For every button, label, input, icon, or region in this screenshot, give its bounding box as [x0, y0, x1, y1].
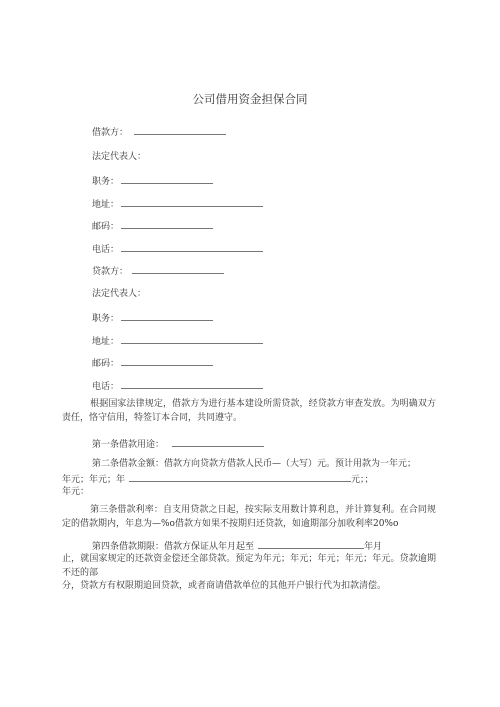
lender-position-line — [92, 311, 213, 325]
clause-1-blank — [172, 437, 264, 447]
clause-2-line-1 — [92, 458, 416, 470]
intro-paragraph — [62, 397, 436, 425]
clause-4-paragraph — [62, 552, 436, 580]
clause-3-paragraph — [62, 503, 436, 531]
lender-phone-line — [92, 379, 263, 393]
clause-4-line-1 — [92, 539, 382, 553]
lender-rep-line — [92, 288, 146, 300]
clause-2-text-c: 年元： — [62, 487, 90, 497]
clause-2-blank — [129, 472, 351, 482]
lender-label: 贷款方： — [92, 267, 129, 277]
borrower-rep-label: 法定代表人： — [92, 152, 147, 162]
lender-address-label: 地址： — [92, 337, 120, 347]
lender-rep-label: 法定代表人： — [92, 289, 147, 299]
borrower-postcode-blank — [121, 219, 213, 229]
clause-2-line-2 — [62, 472, 374, 486]
borrower-postcode-line — [92, 219, 213, 233]
clause-4-text-c: 分，贷款方有权限期追回贷款，或者商请借款单位的其他开户银行代为扣款清偿。 — [62, 581, 387, 591]
borrower-address-blank — [121, 197, 263, 207]
document-title: 公司借用资金担保合同 — [192, 92, 308, 106]
borrower-rep-line — [92, 151, 146, 163]
borrower-label: 借款方： — [92, 128, 129, 138]
clause-4-text-a2: 年月 — [364, 542, 383, 552]
intro-text: 根据国家法律规定，借款方为进行基本建设所需贷款，经贷款方审查发放。为明确双方责任，恪守信用，特签订本合同，共同遵守。 — [62, 399, 436, 423]
lender-blank — [132, 264, 224, 274]
borrower-phone-line — [92, 242, 263, 256]
borrower-position-label: 职务： — [92, 177, 120, 187]
clause-4-line-3 — [62, 580, 386, 592]
clause-1-text: 第一条借款用途： — [92, 440, 165, 450]
borrower-line — [92, 125, 226, 139]
lender-position-label: 职务： — [92, 314, 120, 324]
clause-2-text-a: 第二条借款金额：借款方向贷款方借款人民币—（大写）元。预计用款为一年元； — [92, 459, 417, 469]
borrower-address-line — [92, 197, 263, 211]
lender-phone-blank — [121, 379, 263, 389]
clause-3-text: 第三条借款利率：自支用贷款之日起，按实际支用数计算利息，并计算复利。在合同规定的借款期内，年息为—%o借款方如果不按期归还贷款，如逾期部分加收利率20%o — [62, 505, 436, 529]
lender-line — [92, 264, 224, 278]
clause-4-text-b: 止，就国家规定的还款资金偿还全部贷款。预定为年元；年元；年元；年元；年元。贷款逾期不还的部 — [62, 554, 436, 578]
clause-2-text-b1: 年元；年元；年 — [62, 475, 126, 485]
borrower-position-line — [92, 174, 213, 188]
clause-4-text-a1: 第四条借款期限：借款方保证从年月起至 — [92, 542, 255, 552]
lender-address-blank — [121, 334, 263, 344]
lender-phone-label: 电话： — [92, 382, 120, 392]
borrower-blank — [134, 125, 226, 135]
borrower-position-blank — [121, 174, 213, 184]
borrower-phone-label: 电话： — [92, 245, 120, 255]
lender-address-line — [92, 334, 263, 348]
lender-postcode-label: 邮码： — [92, 359, 120, 369]
clause-1 — [92, 437, 264, 451]
clause-2-line-3 — [62, 486, 89, 498]
borrower-phone-blank — [121, 242, 263, 252]
clause-2-text-b2: 元；； — [351, 475, 374, 485]
lender-postcode-blank — [121, 356, 213, 366]
borrower-address-label: 地址： — [92, 200, 120, 210]
lender-postcode-line — [92, 356, 213, 370]
borrower-postcode-label: 邮码： — [92, 222, 120, 232]
lender-position-blank — [121, 311, 213, 321]
clause-4-blank — [258, 539, 364, 549]
